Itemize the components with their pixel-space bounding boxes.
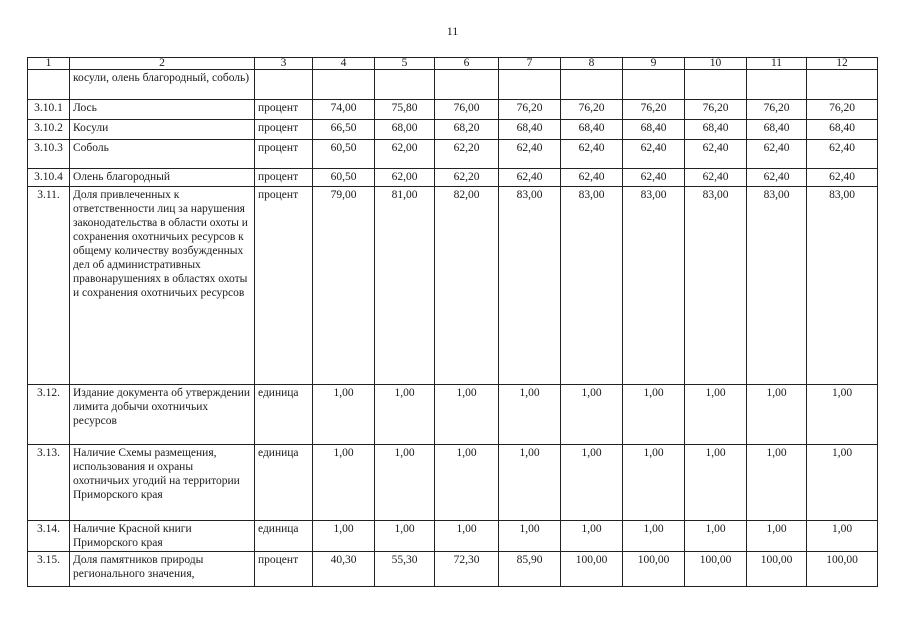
value-cell: 100,00 — [623, 552, 685, 587]
indicator-name: Наличие Красной книги Приморского края — [70, 521, 255, 552]
value-cell: 76,20 — [685, 100, 747, 120]
row-code: 3.14. — [28, 521, 70, 552]
value-cell: 100,00 — [685, 552, 747, 587]
value-cell: 85,90 — [499, 552, 561, 587]
value-cell: 74,00 — [313, 100, 375, 120]
column-number: 8 — [561, 58, 623, 70]
value-cell: 1,00 — [313, 521, 375, 552]
value-cell: 76,00 — [435, 100, 499, 120]
value-cell: 1,00 — [499, 385, 561, 445]
indicator-name: Олень благородный — [70, 169, 255, 187]
row-code: 3.11. — [28, 187, 70, 385]
value-cell: 60,50 — [313, 140, 375, 169]
column-number: 4 — [313, 58, 375, 70]
value-cell: 76,20 — [747, 100, 807, 120]
value-cell: 83,00 — [561, 187, 623, 385]
table-row — [28, 169, 878, 187]
value-cell — [375, 70, 435, 100]
value-cell — [499, 70, 561, 100]
value-cell: 1,00 — [623, 385, 685, 445]
row-code: 3.13. — [28, 445, 70, 521]
value-cell — [313, 70, 375, 100]
unit-cell: процент — [255, 120, 313, 140]
value-cell — [561, 70, 623, 100]
unit-cell: единица — [255, 521, 313, 552]
value-cell — [807, 70, 878, 100]
indicator-name: Наличие Схемы размещения, использования и охраны охотничьих угодий на территории Приморского края — [70, 445, 255, 521]
column-number: 9 — [623, 58, 685, 70]
indicator-name: Доля привлеченных к ответственности лиц за нарушения законодательства в области охоты и сохранения охотничьих ресурсов к общему количеству возбужденных дел об административных правонарушениях в областях охоты и сохранения охотничьих ресурсов — [70, 187, 255, 385]
indicator-name: Доля памятников природы регионального значения, — [70, 552, 255, 587]
unit-cell: единица — [255, 445, 313, 521]
value-cell: 75,80 — [375, 100, 435, 120]
value-cell: 1,00 — [807, 445, 878, 521]
value-cell: 100,00 — [807, 552, 878, 587]
value-cell: 62,40 — [685, 140, 747, 169]
value-cell: 1,00 — [375, 521, 435, 552]
value-cell: 83,00 — [747, 187, 807, 385]
value-cell: 83,00 — [623, 187, 685, 385]
value-cell: 1,00 — [499, 445, 561, 521]
value-cell: 68,40 — [499, 120, 561, 140]
value-cell: 68,20 — [435, 120, 499, 140]
value-cell: 1,00 — [807, 385, 878, 445]
value-cell: 100,00 — [561, 552, 623, 587]
row-code: 3.12. — [28, 385, 70, 445]
value-cell: 1,00 — [685, 445, 747, 521]
value-cell: 62,40 — [499, 169, 561, 187]
value-cell: 1,00 — [561, 521, 623, 552]
value-cell: 68,40 — [747, 120, 807, 140]
value-cell: 1,00 — [561, 385, 623, 445]
value-cell: 62,40 — [623, 140, 685, 169]
value-cell: 1,00 — [499, 521, 561, 552]
value-cell: 76,20 — [623, 100, 685, 120]
indicator-name: косули, олень благородный, соболь) — [70, 70, 255, 100]
value-cell: 72,30 — [435, 552, 499, 587]
value-cell: 68,00 — [375, 120, 435, 140]
column-number: 2 — [70, 58, 255, 70]
table-row — [28, 70, 878, 100]
value-cell: 1,00 — [313, 385, 375, 445]
indicator-name: Соболь — [70, 140, 255, 169]
value-cell: 76,20 — [499, 100, 561, 120]
column-number: 12 — [807, 58, 878, 70]
value-cell: 1,00 — [313, 445, 375, 521]
value-cell — [435, 70, 499, 100]
value-cell: 1,00 — [807, 521, 878, 552]
row-code: 3.15. — [28, 552, 70, 587]
value-cell: 62,40 — [561, 140, 623, 169]
value-cell: 83,00 — [685, 187, 747, 385]
value-cell: 62,00 — [375, 169, 435, 187]
value-cell: 79,00 — [313, 187, 375, 385]
value-cell: 76,20 — [807, 100, 878, 120]
value-cell: 76,20 — [561, 100, 623, 120]
column-number: 3 — [255, 58, 313, 70]
unit-cell — [255, 70, 313, 100]
value-cell — [685, 70, 747, 100]
unit-cell: процент — [255, 187, 313, 385]
indicator-name: Издание документа об утверждении лимита добычи охотничьих ресурсов — [70, 385, 255, 445]
value-cell: 1,00 — [747, 445, 807, 521]
table-row — [28, 140, 878, 169]
value-cell: 62,40 — [561, 169, 623, 187]
column-number: 5 — [375, 58, 435, 70]
value-cell: 68,40 — [561, 120, 623, 140]
column-number: 11 — [747, 58, 807, 70]
value-cell: 60,50 — [313, 169, 375, 187]
table-row — [28, 187, 878, 385]
value-cell: 62,40 — [807, 140, 878, 169]
row-code: 3.10.2 — [28, 120, 70, 140]
row-code: 3.10.3 — [28, 140, 70, 169]
indicator-name: Лось — [70, 100, 255, 120]
unit-cell: процент — [255, 140, 313, 169]
value-cell: 1,00 — [435, 385, 499, 445]
table-row — [28, 445, 878, 521]
value-cell: 1,00 — [685, 521, 747, 552]
value-cell: 62,20 — [435, 140, 499, 169]
value-cell: 1,00 — [375, 385, 435, 445]
value-cell — [623, 70, 685, 100]
row-code: 3.10.4 — [28, 169, 70, 187]
value-cell: 66,50 — [313, 120, 375, 140]
value-cell: 83,00 — [807, 187, 878, 385]
row-code — [28, 70, 70, 100]
value-cell: 68,40 — [807, 120, 878, 140]
value-cell: 62,40 — [685, 169, 747, 187]
value-cell: 1,00 — [561, 445, 623, 521]
column-number: 7 — [499, 58, 561, 70]
indicator-name: Косули — [70, 120, 255, 140]
value-cell: 1,00 — [375, 445, 435, 521]
value-cell: 1,00 — [435, 521, 499, 552]
value-cell: 81,00 — [375, 187, 435, 385]
value-cell: 1,00 — [435, 445, 499, 521]
unit-cell: процент — [255, 552, 313, 587]
value-cell: 62,40 — [807, 169, 878, 187]
column-number-row — [28, 58, 878, 70]
unit-cell: процент — [255, 169, 313, 187]
value-cell: 68,40 — [685, 120, 747, 140]
value-cell: 83,00 — [499, 187, 561, 385]
value-cell: 40,30 — [313, 552, 375, 587]
value-cell: 62,40 — [747, 169, 807, 187]
value-cell: 68,40 — [623, 120, 685, 140]
value-cell — [747, 70, 807, 100]
value-cell: 82,00 — [435, 187, 499, 385]
value-cell: 1,00 — [747, 385, 807, 445]
indicator-table — [27, 57, 878, 587]
row-code: 3.10.1 — [28, 100, 70, 120]
value-cell: 1,00 — [623, 445, 685, 521]
table-row — [28, 552, 878, 587]
value-cell: 62,40 — [623, 169, 685, 187]
table-row — [28, 120, 878, 140]
unit-cell: единица — [255, 385, 313, 445]
column-number: 10 — [685, 58, 747, 70]
value-cell: 55,30 — [375, 552, 435, 587]
value-cell: 62,20 — [435, 169, 499, 187]
value-cell: 62,00 — [375, 140, 435, 169]
value-cell: 1,00 — [623, 521, 685, 552]
column-number: 6 — [435, 58, 499, 70]
table-row — [28, 521, 878, 552]
value-cell: 62,40 — [747, 140, 807, 169]
value-cell: 62,40 — [499, 140, 561, 169]
table-row — [28, 100, 878, 120]
page-number: 11 — [446, 24, 459, 38]
column-number: 1 — [28, 58, 70, 70]
value-cell: 100,00 — [747, 552, 807, 587]
table-row — [28, 385, 878, 445]
unit-cell: процент — [255, 100, 313, 120]
value-cell: 1,00 — [747, 521, 807, 552]
value-cell: 1,00 — [685, 385, 747, 445]
